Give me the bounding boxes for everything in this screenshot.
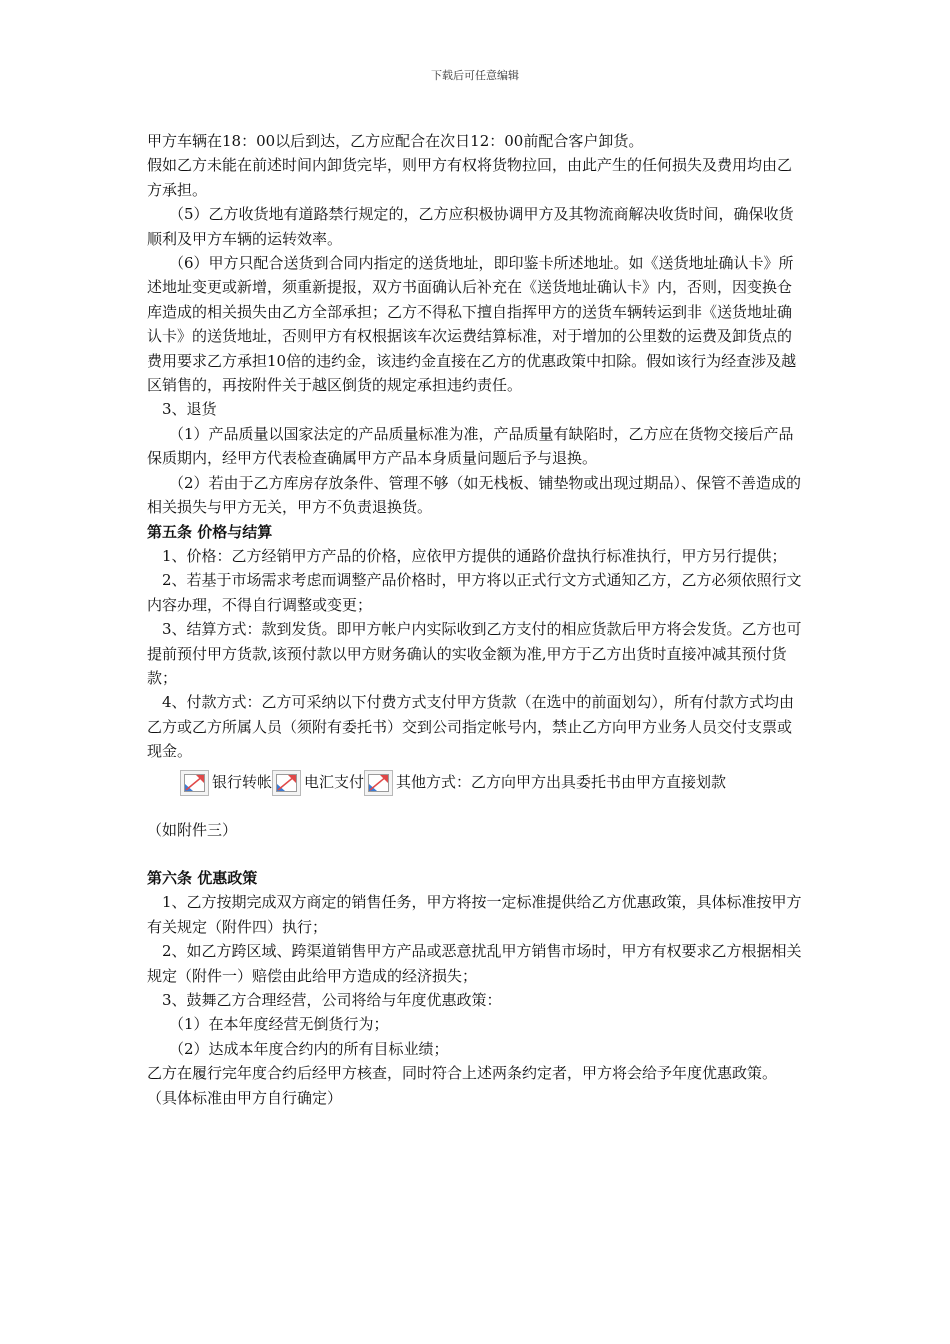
bank-transfer-label: 银行转帐 xyxy=(212,772,273,791)
paragraph: 2、如乙方跨区域、跨渠道销售甲方产品或恶意扰乱甲方销售市场时，甲方有权要求乙方根据相关规定（附件一）赔偿由此给甲方造成的经济损失； xyxy=(147,942,802,985)
payment-options xyxy=(147,764,803,800)
paragraph: 3、退货 xyxy=(162,400,217,419)
paragraph: 假如乙方未能在前述时间内卸货完毕，则甲方有权将货物拉回，由此产生的任何损失及费用均由乙方承担。 xyxy=(147,156,793,199)
section-heading: 第五条 价格与结算 xyxy=(147,522,273,541)
paragraph: 乙方在履行完年度合约后经甲方核查，同时符合上述两条约定者，甲方将会给予年度优惠政策。 xyxy=(147,1064,778,1083)
paragraph: （2）达成本年度合约内的所有目标业绩； xyxy=(169,1039,449,1058)
page-header: 下载后可任意编辑 xyxy=(431,69,519,82)
broken-image-icon xyxy=(368,774,389,792)
paragraph: 1、乙方按期完成双方商定的销售任务，甲方将按一定标准提供给乙方优惠政策，具体标准按甲方有关规定（附件四）执行； xyxy=(147,893,802,936)
paragraph: 4、付款方式：乙方可采纳以下付费方式支付甲方货款（在选中的前面划勾），所有付款方式均由乙方或乙方所属人员（须附有委托书）交到公司指定帐号内，禁止乙方向甲方业务人员交付支票或现金。 xyxy=(147,693,795,761)
paragraph: 3、结算方式：款到发货。即甲方帐户内实际收到乙方支付的相应货款后甲方将会发货。乙方也可提前预付甲方货款,该预付款以甲方财务确认的实收金额为准,甲方于乙方出货时直接冲减其预付货款； xyxy=(147,620,802,687)
wire-transfer-checkbox[interactable] xyxy=(272,770,301,796)
broken-image-icon xyxy=(184,774,205,792)
paragraph: 2、若基于市场需求考虑而调整产品价格时，甲方将以正式行文方式通知乙方，乙方必须依照行文内容办理，不得自行调整或变更； xyxy=(147,571,802,614)
paragraph: （1）在本年度经营无倒货行为； xyxy=(169,1015,389,1034)
paragraph: （6）甲方只配合送货到合同内指定的送货地址，即印鉴卡所述地址。如《送货地址确认卡》所述地址变更或新增，须重新提报，双方书面确认后补充在《送货地址确认卡》内，否则，因变换仓库造成的相关损失由乙方全部承担；乙方不得私下擅自指挥甲方的送货车辆转运到非《送货地址确认卡》的送货地址，否则甲方有权根据该车次运费结算标准，对于增加的公里数的运费及卸货点的费用要求乙方承担10倍的违约金，该违约金直接在乙方的优惠政策中扣除。假如该行为经查涉及越区销售的，再按附件关于越区倒货的规定承担违约责任。 xyxy=(147,254,797,395)
paragraph: 1、价格：乙方经销甲方产品的价格，应依甲方提供的通路价盘执行标准执行，甲方另行提供； xyxy=(162,546,787,565)
paragraph: （2）若由于乙方库房存放条件、管理不够（如无栈板、铺垫物或出现过期品）、保管不善造成的相关损失与甲方无关，甲方不负责退换货。 xyxy=(147,473,802,517)
other-method-label: 其他方式：乙方向甲方出具委托书由甲方直接划款 xyxy=(396,772,727,791)
broken-image-icon xyxy=(276,774,297,792)
bank-transfer-checkbox[interactable] xyxy=(180,770,209,796)
section-heading: 第六条 优惠政策 xyxy=(147,868,258,887)
paragraph: （具体标准由甲方自行确定） xyxy=(147,1088,343,1107)
document-body xyxy=(147,129,803,1110)
wire-transfer-label: 电汇支付 xyxy=(304,772,365,791)
paragraph: （1）产品质量以国家法定的产品质量标准为准，产品质量有缺陷时，乙方应在货物交接后产品保质期内，经甲方代表检查确属甲方产品本身质量问题后予与退换。 xyxy=(147,424,794,468)
paragraph: 甲方车辆在18：00以后到达，乙方应配合在次日12：00前配合客户卸货。 xyxy=(147,132,644,150)
paragraph: （5）乙方收货地有道路禁行规定的，乙方应积极协调甲方及其物流商解决收货时间，确保收货顺利及甲方车辆的运转效率。 xyxy=(147,205,794,248)
other-method-checkbox[interactable] xyxy=(364,770,393,796)
payment-note: （如附件三） xyxy=(147,820,238,839)
paragraph: 3、鼓舞乙方合理经营，公司将给与年度优惠政策： xyxy=(162,991,502,1009)
